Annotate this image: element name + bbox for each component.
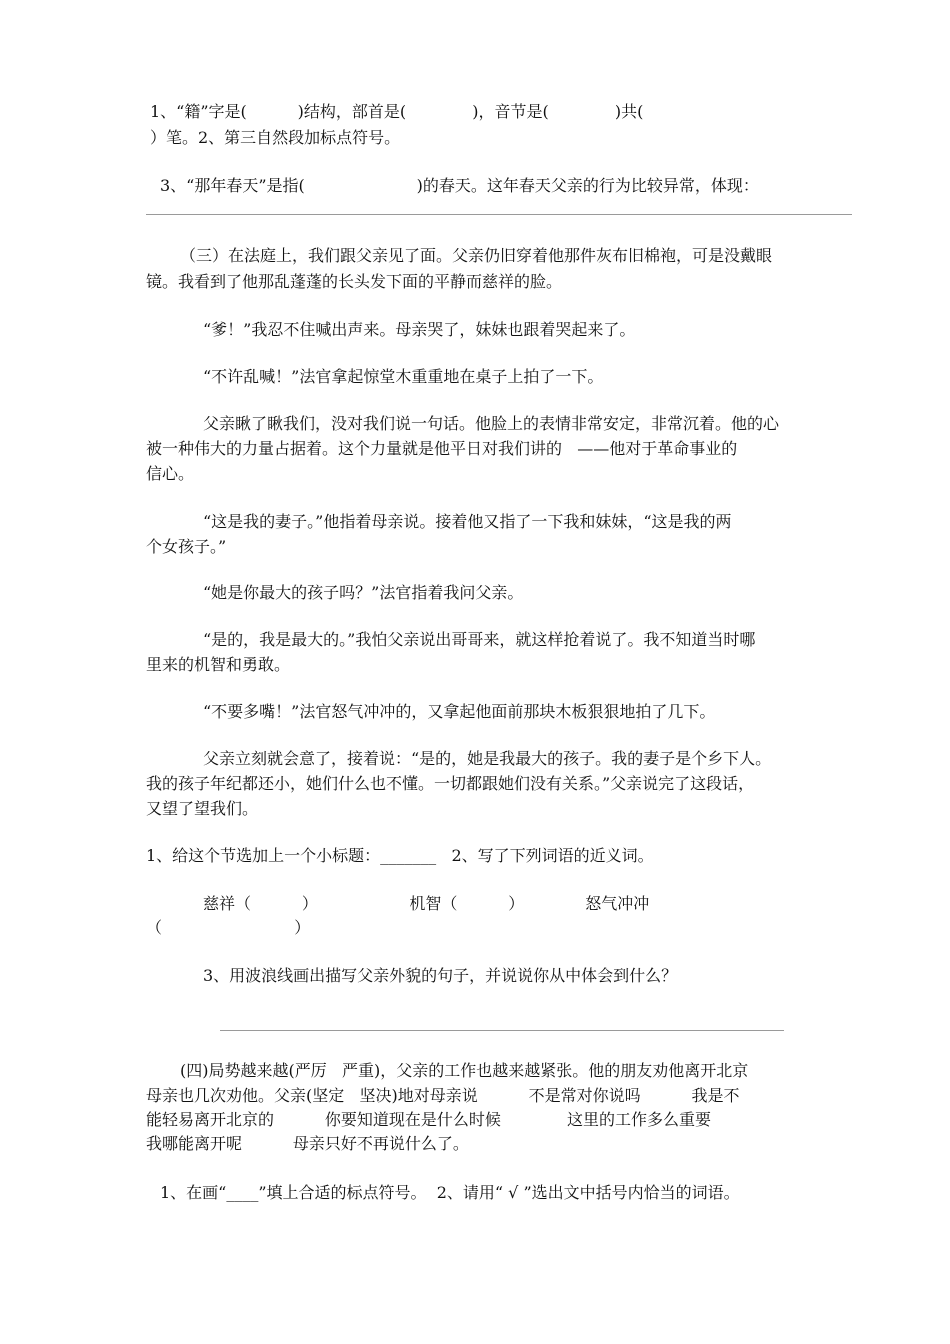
section-3-paragraph-6: “她是你最大的孩子吗？”法官指着我问父亲。 (203, 583, 524, 602)
section-3-paragraph-4-line-1: 父亲瞅了瞅我们，没对我们说一句话。他脸上的表情非常安定，非常沉着。他的心 (203, 414, 780, 433)
synonym-words-line-2: （ ） (146, 918, 311, 937)
question-2-1-line-2: ）笔。2、第三自然段加标点符号。 (150, 128, 401, 147)
section-3-paragraph-4-line-2: 被一种伟大的力量占据着。这个力量就是他平日对我们讲的 ——他对于革命事业的 (146, 439, 738, 458)
question-2-1-line-1: 1、“籍”字是( )结构，部首是( )，音节是( )共( (150, 102, 644, 121)
answer-line-1 (146, 214, 852, 215)
question-2-3: 3、“那年春天”是指( )的春天。这年春天父亲的行为比较异常，体现： (160, 176, 759, 195)
section-3-paragraph-9-line-1: 父亲立刻就会意了，接着说：“是的，她是我最大的孩子。我的妻子是个乡下人。 (203, 749, 772, 768)
section-3-paragraph-7-line-2: 里来的机智和勇敢。 (146, 655, 291, 674)
synonym-words-line-1: 慈祥（ ） 机智（ ） 怒气冲冲 (203, 894, 650, 913)
section-3-paragraph-5-line-1: “这是我的妻子。”他指着母亲说。接着他又指了一下我和妹妹，“这是我的两 (203, 512, 732, 531)
section-3-paragraph-9-line-3: 又望了望我们。 (146, 799, 259, 818)
section-4-line-4: 我哪能离开呢 母亲只好不再说什么了。 (146, 1134, 469, 1153)
section-3-paragraph-5-line-2: 个女孩子。” (146, 537, 227, 556)
section-3-paragraph-9-line-2: 我的孩子年纪都还小，她们什么也不懂。一切都跟她们没有关系。”父亲说完了这段话， (146, 774, 755, 793)
section-4-line-3: 能轻易离开北京的 你要知道现在是什么时候 这里的工作多么重要 (146, 1110, 711, 1129)
section-3-paragraph-8: “不要多嘴！”法官怒气冲冲的，又拿起他面前那块木板狠狠地拍了几下。 (203, 702, 716, 721)
section-3-paragraph-7-line-1: “是的，我是最大的。”我怕父亲说出哥哥来，就这样抢着说了。我不知道当时哪 (203, 630, 756, 649)
section-3-paragraph-4-line-3: 信心。 (146, 464, 195, 483)
question-3-1: 1、给这个节选加上一个小标题：_______ 2、写了下列词语的近义词。 (146, 846, 654, 865)
section-3-paragraph-2: “爹！”我忍不住喊出声来。母亲哭了，妹妹也跟着哭起来了。 (203, 320, 636, 339)
section-4-line-2: 母亲也几次劝他。父亲(坚定 坚决)地对母亲说 不是常对你说吗 我是不 (146, 1086, 740, 1105)
section-3-paragraph-3: “不许乱喊！”法官拿起惊堂木重重地在桌子上拍了一下。 (203, 367, 604, 386)
answer-line-2 (220, 1030, 784, 1031)
question-3-3: 3、用波浪线画出描写父亲外貌的句子，并说说你从中体会到什么？ (203, 966, 678, 985)
section-3-paragraph-1-line-1: （三）在法庭上，我们跟父亲见了面。父亲仍旧穿着他那件灰布旧棉袍，可是没戴眼 (180, 246, 773, 265)
question-4: 1、在画“____”填上合适的标点符号。 2、请用“ √ ”选出文中括号内恰当的词语。 (160, 1183, 740, 1202)
section-3-paragraph-1-line-2: 镜。我看到了他那乱蓬蓬的长头发下面的平静而慈祥的脸。 (146, 272, 563, 291)
section-4-line-1: (四)局势越来越(严厉 严重)，父亲的工作也越来越紧张。他的朋友劝他离开北京 (180, 1061, 749, 1080)
